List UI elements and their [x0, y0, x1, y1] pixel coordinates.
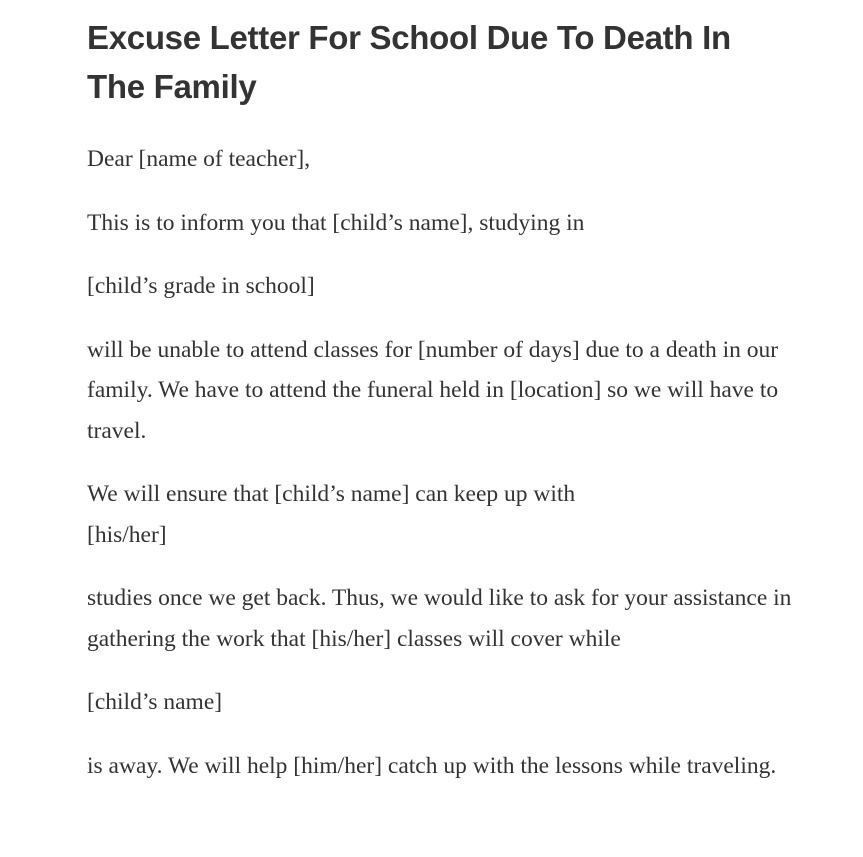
body-paragraph-intro: This is to inform you that [child’s name], studying in [87, 209, 585, 236]
body-paragraph-grade: [child’s grade in school] [87, 273, 315, 299]
letter-article [87, 0, 797, 786]
body-paragraph-studies: studies once we get back. Thus, we would like to ask for your assistance in gathering the work that [his/her] classes will cover while [87, 585, 792, 652]
page-title: Excuse Letter For School Due To Death In The Family [87, 19, 731, 105]
body-paragraph-child-name: [child’s name] [87, 689, 223, 715]
body-paragraph-absence: will be unable to attend classes for [number of days] due to a death in our family. We have to attend the funeral held in [location] so we will have to travel. [87, 336, 779, 444]
body-paragraph-away: is away. We will help [him/her] catch up with the lessons while traveling. [87, 752, 777, 779]
salutation: Dear [name of teacher], [87, 146, 311, 172]
body-paragraph-ensure: We will ensure that [child’s name] can keep up with [87, 481, 576, 507]
body-paragraph-pronoun: [his/her] [87, 521, 167, 548]
